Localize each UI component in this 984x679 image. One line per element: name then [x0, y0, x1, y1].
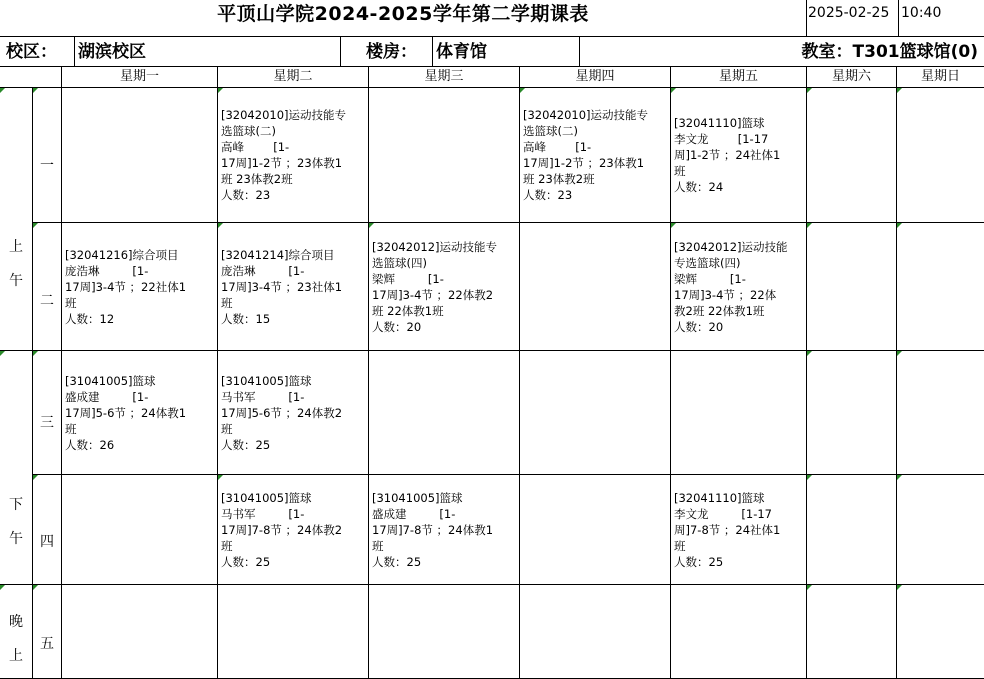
building-label: 楼房： — [366, 42, 417, 62]
comment-marker — [0, 585, 5, 590]
comment-marker — [897, 88, 902, 93]
day-header-tue: 星期二 — [273, 69, 313, 84]
comment-marker — [33, 88, 38, 93]
course-cell-r2-wed[interactable]: [32042012]运动技能专 选篮球(四) 梁辉 [1- 17周]3-4节 ；22体教2 班 22体教1班 人数：20 — [372, 240, 498, 334]
course-cell-r4-wed[interactable]: [31041005]篮球 盛成建 [1- 17周]7-8节 ；24体教1 班 人数：25 — [372, 491, 494, 569]
slot-5: 五 — [40, 636, 54, 652]
course-cell-r2-tue[interactable]: [32041214]综合项目 庞浩琳 [1- 17周]3-4节 ；23社体1 班 人数：15 — [221, 248, 343, 326]
grid-line — [806, 0, 807, 37]
comment-marker — [369, 223, 374, 228]
comment-marker — [807, 88, 812, 93]
slot-3: 三 — [40, 415, 54, 431]
period-evening-char-1: 晚 — [9, 614, 23, 630]
comment-marker — [897, 475, 902, 480]
grid-line — [340, 37, 341, 67]
course-cell-r2-fri[interactable]: [32042012]运动技能 专选篮球(四) 梁辉 [1- 17周]3-4节 ；22体 教2班 22体教1班 人数：20 — [674, 240, 788, 334]
room-info: 教室：T301篮球馆(0) — [801, 42, 978, 62]
comment-marker — [520, 88, 525, 93]
comment-marker — [218, 475, 223, 480]
comment-marker — [218, 223, 223, 228]
course-cell-r3-tue[interactable]: [31041005]篮球 马书军 [1- 17周]5-6节 ；24体教2 班 人数：25 — [221, 374, 343, 452]
grid-line — [0, 36, 984, 37]
comment-marker — [671, 223, 676, 228]
period-morning-char-2: 午 — [9, 273, 23, 289]
course-cell-r3-mon[interactable]: [31041005]篮球 盛成建 [1- 17周]5-6节 ；24体教1 班 人数：26 — [65, 374, 187, 452]
grid-line — [519, 67, 520, 679]
grid-line — [0, 350, 984, 351]
page-title: 平顶山学院2024-2025学年第二学期课表 — [217, 3, 589, 25]
period-afternoon-char-2: 午 — [9, 531, 23, 547]
campus-value: 湖滨校区 — [78, 42, 146, 62]
comment-marker — [0, 351, 5, 356]
campus-label: 校区： — [6, 42, 57, 62]
grid-line — [579, 37, 580, 67]
grid-line — [32, 87, 33, 679]
period-evening-char-2: 上 — [9, 648, 23, 664]
building-value: 体育馆 — [436, 42, 487, 62]
period-morning-char-1: 上 — [9, 239, 23, 255]
comment-marker — [897, 585, 902, 590]
period-afternoon — [8, 494, 24, 548]
comment-marker — [218, 88, 223, 93]
period-evening — [8, 611, 24, 665]
course-cell-r4-tue[interactable]: [31041005]篮球 马书军 [1- 17周]7-8节 ；24体教2 班 人数：25 — [221, 491, 343, 569]
comment-marker — [33, 585, 38, 590]
day-header-thu: 星期四 — [575, 69, 615, 84]
course-cell-r2-mon[interactable]: [32041216]综合项目 庞浩琳 [1- 17周]3-4节 ；22社体1 班 人数：12 — [65, 248, 187, 326]
period-morning — [8, 236, 24, 290]
grid-line — [368, 67, 369, 679]
comment-marker — [671, 88, 676, 93]
print-date: 2025-02-25 — [808, 5, 890, 21]
grid-line — [432, 37, 433, 67]
day-header-fri: 星期五 — [718, 69, 758, 84]
day-header-sat: 星期六 — [831, 69, 871, 84]
grid-line — [74, 37, 75, 67]
comment-marker — [807, 223, 812, 228]
grid-line — [32, 222, 984, 223]
day-header-wed: 星期三 — [424, 69, 464, 84]
comment-marker — [33, 351, 38, 356]
comment-marker — [807, 475, 812, 480]
print-time: 10:40 — [901, 5, 942, 21]
comment-marker — [807, 351, 812, 356]
course-cell-r1-thu[interactable]: [32042010]运动技能专 选篮球(二) 高峰 [1- 17周]1-2节 ；23体教1 班 23体教2班 人数：23 — [523, 108, 649, 202]
grid-line — [0, 584, 984, 585]
slot-2: 二 — [40, 293, 54, 309]
grid-line — [217, 67, 218, 679]
comment-marker — [807, 585, 812, 590]
grid-line — [0, 87, 984, 88]
course-cell-r1-tue[interactable]: [32042010]运动技能专 选篮球(二) 高峰 [1- 17周]1-2节 ；23体教1 班 23体教2班 人数：23 — [221, 108, 347, 202]
comment-marker — [897, 223, 902, 228]
period-afternoon-char-1: 下 — [9, 497, 23, 513]
day-header-sun: 星期日 — [920, 69, 960, 84]
grid-line — [32, 474, 984, 475]
grid-line — [0, 66, 984, 67]
course-cell-r1-fri[interactable]: [32041110]篮球 李文龙 [1-17 周]1-2节 ；24社体1 班 人数：24 — [674, 116, 781, 194]
grid-line — [898, 0, 899, 37]
comment-marker — [897, 351, 902, 356]
slot-1: 一 — [40, 158, 54, 174]
day-header-mon: 星期一 — [119, 69, 159, 84]
course-cell-r4-fri[interactable]: [32041110]篮球 李文龙 [1-17 周]7-8节 ；24社体1 班 人数：25 — [674, 491, 781, 569]
grid-line — [61, 67, 62, 679]
comment-marker — [33, 223, 38, 228]
slot-4: 四 — [40, 534, 54, 550]
grid-line — [670, 67, 671, 679]
comment-marker — [33, 475, 38, 480]
comment-marker — [0, 88, 5, 93]
